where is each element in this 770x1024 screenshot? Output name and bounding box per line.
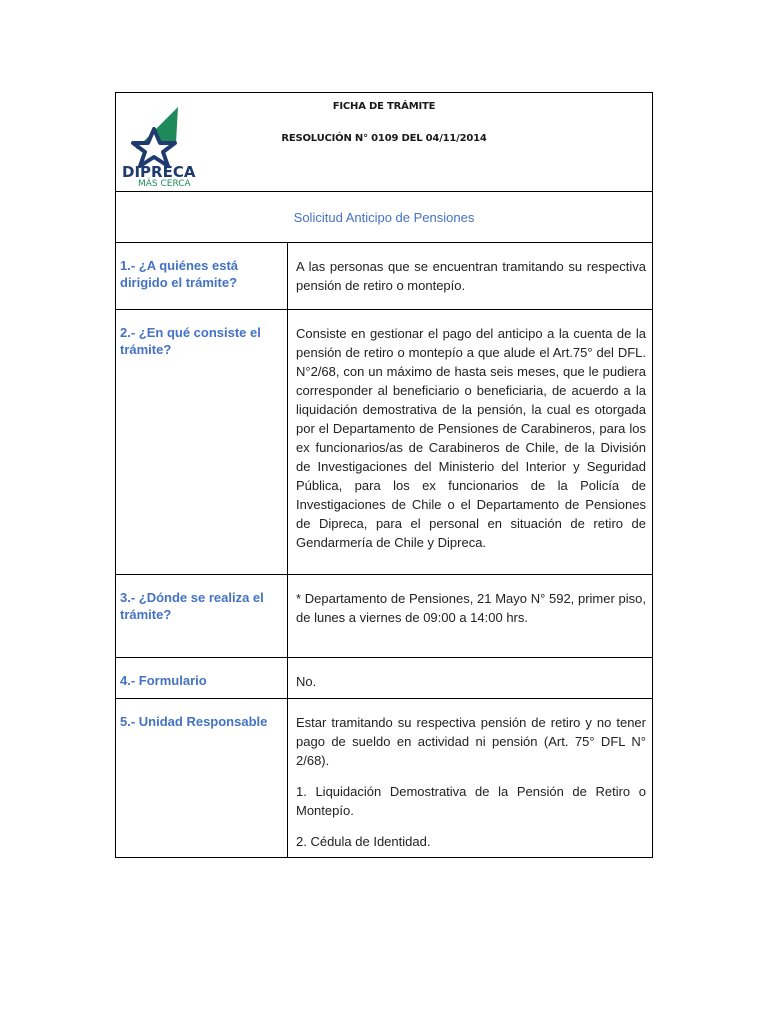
- procedure-subject: Solicitud Anticipo de Pensiones: [116, 192, 652, 243]
- logo-name: DIPRECA: [122, 163, 196, 181]
- answer-paragraph: 1. Liquidación Demostrativa de la Pensión de Retiro o Montepío.: [296, 784, 646, 818]
- row-question: 1.- ¿A quiénes está dirigido el trámite?: [116, 243, 288, 309]
- table-row: [116, 243, 652, 310]
- answer-paragraph: A las personas que se encuentran tramitando su respectiva pensión de retiro o montepío.: [296, 259, 646, 293]
- answer-paragraph: * Departamento de Pensiones, 21 Mayo N° 592, primer piso, de lunes a viernes de 09:00 a 14:00 hrs.: [296, 591, 646, 625]
- row-answer: [288, 575, 652, 657]
- row-question: 3.- ¿Dónde se realiza el trámite?: [116, 575, 288, 657]
- row-answer: [288, 658, 652, 698]
- row-question: 5.- Unidad Responsable: [116, 699, 288, 857]
- row-question: 2.- ¿En qué consiste el trámite?: [116, 310, 288, 574]
- table-row: [116, 699, 652, 857]
- table-row: [116, 310, 652, 575]
- logo-tagline: MÁS CERCA: [138, 179, 191, 187]
- row-answer: [288, 310, 652, 574]
- procedure-sheet: [115, 92, 653, 858]
- answer-paragraph: 2. Cédula de Identidad.: [296, 834, 431, 849]
- answer-paragraph: No.: [296, 674, 317, 689]
- row-answer: [288, 699, 652, 857]
- table-row: [116, 658, 652, 699]
- answer-paragraph: Consiste en gestionar el pago del anticipo a la cuenta de la pensión de retiro o montepío a que alude el Art.75° del DFL. N°2/68, con un máximo de hasta seis meses, que le pudiera corresponder al beneficiario o beneficiaria, de acuerdo a la liquidación demostrativa de la pensión, la cual es otorgada por el Departamento de Pensiones de Carabineros, para los ex funcionarios/as de Carabineros de Chile, de la División de Investigaciones del Ministerio del Interior y Seguridad Pública, para los ex funcionarios de la Policía de Investigaciones de Chile o el Departamento de Pensiones de Dipreca, para el personal en situación de retiro de Gendarmería de Chile y Dipreca.: [296, 326, 646, 550]
- sheet-header: [116, 93, 652, 192]
- sheet-title: FICHA DE TRÁMITE: [332, 101, 436, 112]
- row-answer: [288, 243, 652, 309]
- table-row: [116, 575, 652, 658]
- resolution-number: RESOLUCIÓN N° 0109 DEL 04/11/2014: [281, 133, 487, 144]
- row-question: 4.- Formulario: [116, 658, 288, 698]
- answer-paragraph: Estar tramitando su respectiva pensión de retiro y no tener pago de sueldo en actividad ni pensión (Art. 75° DFL N° 2/68).: [296, 715, 646, 768]
